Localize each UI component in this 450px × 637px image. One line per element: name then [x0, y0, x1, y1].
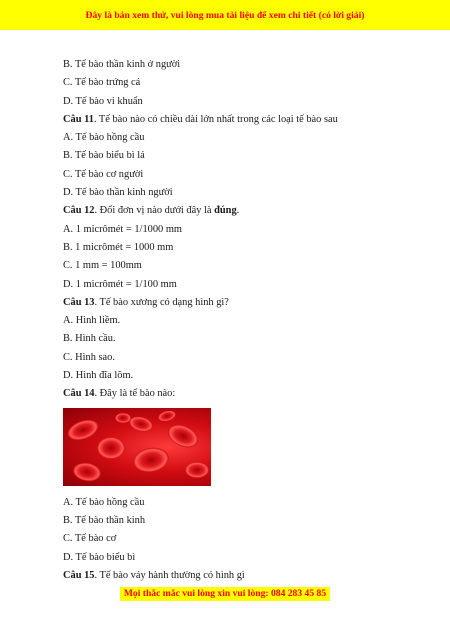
contact-footer [0, 585, 450, 603]
option-line: B. 1 micrômét = 1000 mm [63, 241, 174, 253]
option-line: D. Tế bào thần kinh người [63, 187, 173, 199]
question-emphasis: đúng [214, 205, 237, 217]
option-line: D. 1 micrômét = 1/100 mm [63, 278, 177, 290]
question-label: Câu 14 [63, 388, 95, 400]
question-text: . Tế bào nào có chiều dài lớn nhất trong các loại tế bào sau [93, 113, 338, 125]
question-text: . Tế bào xương có dạng hình gì? [94, 296, 229, 308]
question-label: Câu 15 [63, 569, 95, 581]
question-13 [63, 294, 393, 312]
contact-footer-text: Mọi thắc mắc vui lòng xin vui lòng: 084 283 45 85 [120, 587, 330, 601]
option-line: A. 1 micrômét = 1/1000 mm [63, 223, 182, 235]
option-line: B. Tế bào thần kinh ở người [63, 59, 181, 70]
question-15 [63, 567, 393, 585]
red-blood-cells-image [63, 408, 211, 486]
option-line: B. Hình cầu. [63, 333, 116, 345]
option-line: C. Tế bào cơ người [63, 168, 144, 180]
preview-banner [0, 0, 450, 30]
preview-banner-text: Đây là bản xem thử, vui lòng mua tài liệu để xem chi tiết (có lời giải) [85, 9, 365, 21]
option-line: C. Tế bào trứng cá [63, 77, 141, 89]
question-11 [63, 111, 393, 129]
option-line: C. 1 mm = 100mm [63, 260, 142, 272]
option-line: C. Tế bào cơ [63, 533, 117, 545]
question-text: . Đổi đơn vị nào dưới đây là [94, 205, 215, 217]
option-line: A. Hình liềm. [63, 315, 121, 327]
question-text: . Đây là tế bào nào: [94, 388, 176, 400]
document-body [63, 56, 393, 585]
question-label: Câu 13 [63, 296, 95, 308]
question-12 [63, 202, 393, 220]
option-line: A. Tế bào hồng cầu [63, 132, 145, 144]
question-text: . Tế bào vảy hành thường có hình gì [94, 569, 245, 581]
option-line: D. Tế bào vi khuẩn [63, 95, 143, 107]
option-line: A. Tế bào hồng cầu [63, 496, 145, 508]
question-label: Câu 12 [63, 205, 95, 217]
option-line: C. Hình sao. [63, 351, 115, 363]
option-line: D. Hình đĩa lõm. [63, 370, 134, 382]
question-end: . [236, 205, 240, 217]
option-line: B. Tế bào thần kinh [63, 514, 146, 526]
question-14 [63, 385, 393, 403]
question-label: Câu 11 [63, 113, 94, 125]
option-line: D. Tế bào biểu bì [63, 551, 136, 563]
option-line: B. Tế bào biểu bì lá [63, 150, 145, 162]
